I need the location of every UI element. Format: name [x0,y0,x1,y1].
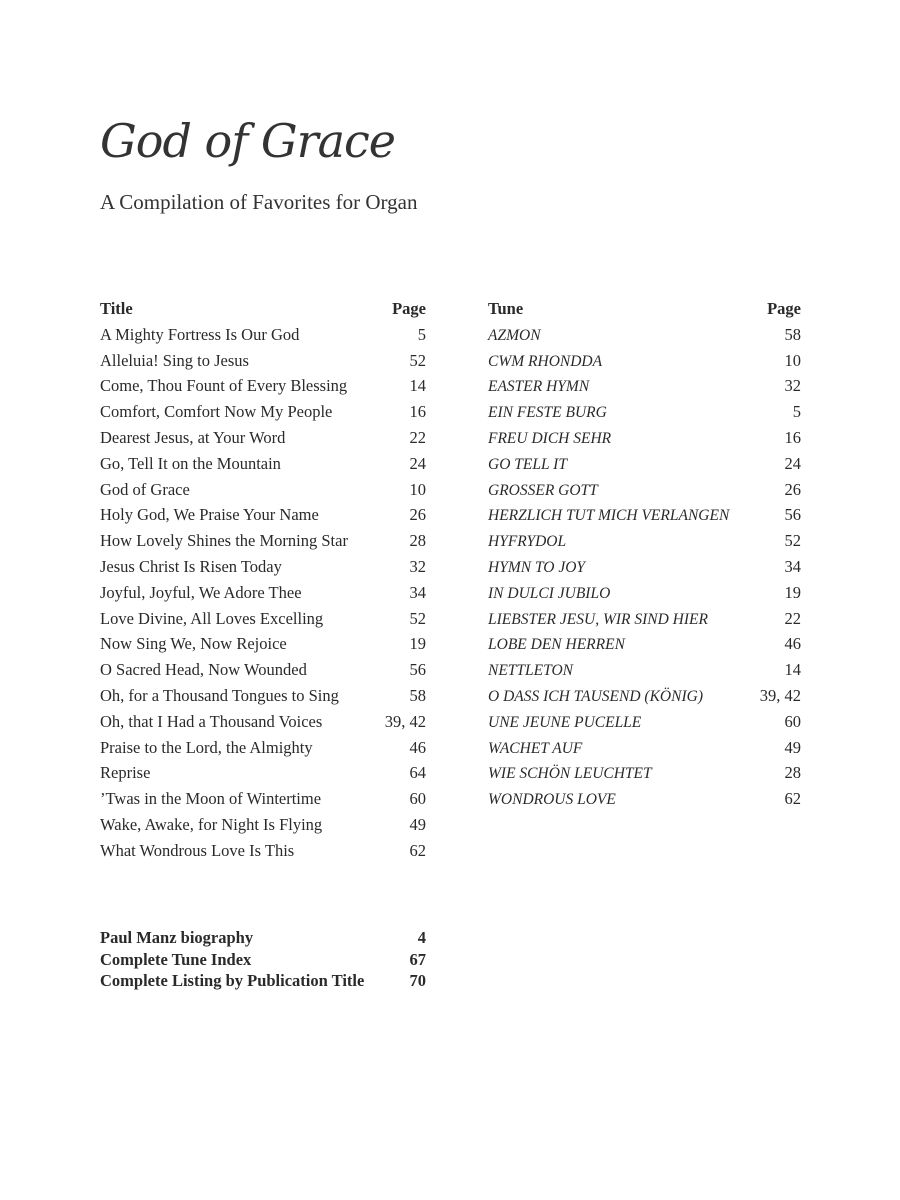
page-number: 28 [409,531,426,551]
title-row [100,477,426,503]
tune-row [488,735,801,761]
page-number: 67 [409,949,426,969]
page-number: 56 [409,660,426,680]
page-number: 52 [409,608,426,628]
tune-row [488,580,801,606]
page-number: 52 [409,350,426,370]
page-number: 24 [409,453,426,473]
page-number: 32 [409,556,426,576]
tune-name: LOBE DEN HERREN [488,636,625,654]
tune-row [488,348,801,374]
page-number: 10 [409,479,426,499]
tune-row [488,631,801,657]
title-row [100,631,426,657]
page-number: 19 [784,582,801,602]
page-number: 24 [784,453,801,473]
hymn-title: What Wondrous Love Is This [100,840,295,860]
title-row [100,322,426,348]
hymn-title: A Mighty Fortress Is Our God [100,324,300,344]
page-number: 58 [784,324,801,344]
tune-row [488,425,801,451]
extra-row [100,927,426,949]
hymn-title: God of Grace [100,479,190,499]
page-number: 49 [784,737,801,757]
title-row [100,554,426,580]
tune-row [488,528,801,554]
page-number: 14 [409,376,426,396]
tune-name: AZMON [488,326,541,344]
tune-column-header: Tune [488,299,524,318]
tune-index-header [488,296,801,322]
title-row [100,528,426,554]
page-number: 52 [784,531,801,551]
title-row [100,786,426,812]
page-number: 46 [784,634,801,654]
title-row [100,451,426,477]
tune-name: UNE JEUNE PUCELLE [488,713,642,731]
tune-name: WONDROUS LOVE [488,791,616,809]
hymn-title: Wake, Awake, for Night Is Flying [100,814,323,834]
tune-row [488,477,801,503]
supplementary-index [100,927,426,992]
page-number: 46 [409,737,426,757]
page-number: 60 [409,789,426,809]
tune-name: IN DULCI JUBILO [488,584,611,602]
title-column-header: Title [100,299,133,318]
page-number: 19 [409,634,426,654]
tune-row [488,760,801,786]
tune-name: FREU DICH SEHR [488,429,612,447]
tune-name: LIEBSTER JESU, WIR SIND HIER [488,610,708,628]
hymn-title: Comfort, Comfort Now My People [100,402,333,422]
extra-row [100,970,426,992]
page-number: 28 [784,763,801,783]
tune-name: HYMN TO JOY [488,558,586,576]
page-number: 10 [784,350,801,370]
tune-row [488,502,801,528]
page-number: 16 [784,427,801,447]
page-number: 34 [409,582,426,602]
page-number: 32 [784,376,801,396]
page-number: 5 [417,324,426,344]
page-number: 70 [409,971,426,990]
page-number: 60 [784,711,801,731]
page-number: 62 [409,840,426,860]
page-title: God of Grace [100,114,395,168]
hymn-title: Come, Thou Fount of Every Blessing [100,376,348,396]
page-number: 64 [409,763,426,783]
page-number: 26 [784,479,801,499]
page-number: 22 [784,608,801,628]
hymn-title: Now Sing We, Now Rejoice [100,634,287,654]
title-row [100,348,426,374]
tune-row [488,554,801,580]
tune-row [488,322,801,348]
page-number: 26 [409,505,426,525]
title-row [100,425,426,451]
title-row [100,399,426,425]
page-number: 39, 42 [759,685,801,705]
hymn-title: Oh, that I Had a Thousand Voices [100,711,323,731]
hymn-title: Dearest Jesus, at Your Word [100,427,286,447]
page-number: 5 [792,402,801,422]
hymn-title: Holy God, We Praise Your Name [100,505,319,525]
tune-row [488,451,801,477]
title-row [100,812,426,838]
tune-row [488,373,801,399]
hymn-title: How Lovely Shines the Morning Star [100,531,348,551]
title-row [100,683,426,709]
page-number: 14 [784,660,801,680]
title-row [100,838,426,864]
hymn-title: Love Divine, All Loves Excelling [100,608,324,628]
title-row [100,580,426,606]
page-number: 16 [409,402,426,422]
tune-name: HYFRYDOL [488,533,567,551]
tune-name: WIE SCHÖN LEUCHTET [488,765,652,783]
title-row [100,373,426,399]
tune-name: GROSSER GOTT [488,481,598,499]
tune-name: O DASS ICH TAUSEND (KÖNIG) [488,687,703,705]
title-row [100,502,426,528]
extra-label: Complete Tune Index [100,949,252,969]
extra-row [100,949,426,971]
title-index-header [100,296,426,322]
hymn-title: Reprise [100,763,151,783]
tune-name: NETTLETON [488,662,574,680]
title-row [100,606,426,632]
tune-row [488,657,801,683]
page-number: 58 [409,685,426,705]
title-row [100,709,426,735]
hymn-title: O Sacred Head, Now Wounded [100,660,307,680]
hymn-title: Praise to the Lord, the Almighty [100,737,313,757]
tune-name: EIN FESTE BURG [488,404,607,422]
tune-name: CWM RHONDDA [488,352,603,370]
title-index [100,296,426,864]
tune-row [488,399,801,425]
hymn-title: Alleluia! Sing to Jesus [100,350,249,370]
tune-row [488,606,801,632]
hymn-title: ’Twas in the Moon of Wintertime [100,789,322,809]
tune-name: HERZLICH TUT MICH VERLANGEN [488,507,730,525]
page-number: 34 [784,556,801,576]
page-number: 22 [409,427,426,447]
page-number: 56 [784,505,801,525]
page-column-header: Page [392,299,426,318]
extra-label: Complete Listing by Publication Title [100,971,365,990]
hymn-title: Jesus Christ Is Risen Today [100,556,282,576]
page-number: 62 [784,789,801,809]
title-row [100,657,426,683]
page-column-header: Page [767,299,801,318]
page-number: 49 [409,814,426,834]
page-number: 4 [417,928,426,947]
tune-name: GO TELL IT [488,455,567,473]
tune-name: WACHET AUF [488,739,583,757]
tune-row [488,709,801,735]
tune-row [488,786,801,812]
tune-name: EASTER HYMN [488,378,590,396]
hymn-title: Go, Tell It on the Mountain [100,453,281,473]
tune-index [488,296,801,812]
hymn-title: Joyful, Joyful, We Adore Thee [100,582,302,602]
page-number: 39, 42 [384,711,426,731]
extra-label: Paul Manz biography [100,928,254,947]
tune-row [488,683,801,709]
hymn-title: Oh, for a Thousand Tongues to Sing [100,685,339,705]
title-row [100,735,426,761]
page-subtitle: A Compilation of Favorites for Organ [100,190,418,214]
title-row [100,760,426,786]
